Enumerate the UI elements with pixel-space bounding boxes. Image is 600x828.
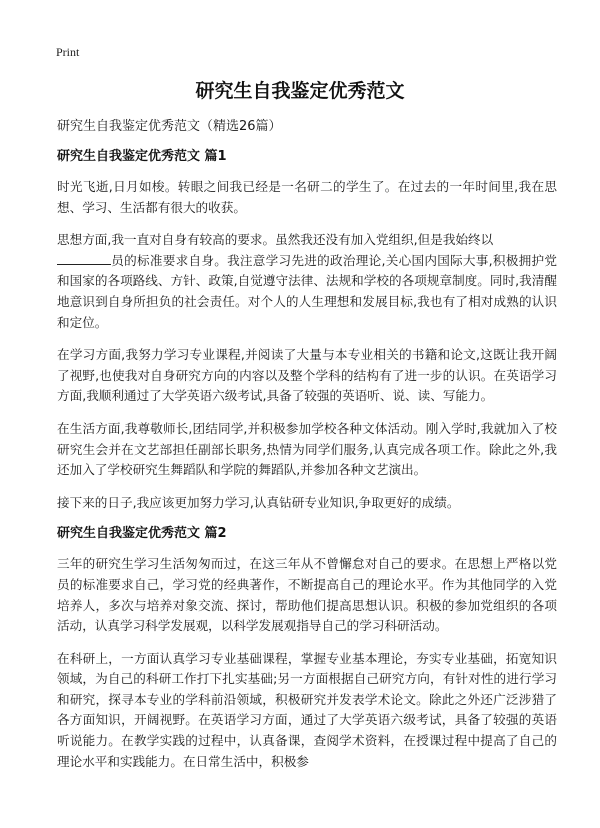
paragraph: 在学习方面,我努力学习专业课程,并阅读了大量与本专业相关的书籍和论文,这既让我开阔了视野,也使我对自身研究方向的内容以及整个学科的结构有了进一步的认识。在英语学习方面,我顺利通过了大学英语六级考试,具备了较强的英语听、说、读、写能力。: [57, 347, 557, 404]
print-link[interactable]: Print: [56, 45, 80, 59]
paragraph: 时光飞逝,日月如梭。转眼之间我已经是一名研二的学生了。在过去的一年时间里,我在思想、学习、生活都有很大的收获。: [57, 179, 557, 215]
document-title: 研究生自我鉴定优秀范文: [195, 80, 405, 102]
section-2: [57, 525, 557, 772]
section-heading: 研究生自我鉴定优秀范文 篇1: [57, 149, 227, 164]
document-body: [57, 118, 557, 784]
paragraph: 接下来的日子,我应该更加努力学习,认真钻研专业知识,争取更好的成绩。: [57, 494, 460, 510]
paragraph: 三年的研究生学习生活匆匆而过，在这三年从不曾懈怠对自己的要求。在思想上严格以党员的标准要求自己，学习党的经典著作，不断提高自己的理论水平。作为其他同学的入党培养人，多次与培养对象交流、探讨，帮助他们提高思想认识。积极的参加党组织的各项活动，认真学习科学发展观，以科学发展观指导自己的学习科研活动。: [57, 556, 557, 634]
paragraph-text: 员的标准要求自身。我注意学习先进的政治理论,关心国内国际大事,积极拥护党和国家的各项路线、方针、政策,自觉遵守法律、法规和学校的各项规章制度。同时,我清醒地意识到自身所担负的社会责任。对个人的人生理想和发展目标,我也有了相对成熟的认识和定位。: [57, 252, 557, 330]
paragraph: 在科研上，一方面认真学习专业基础课程，掌握专业基本理论，夯实专业基础，拓宽知识领域，为自己的科研工作打下扎实基础;另一方面根据自己研究方向，有针对性的进行学习和研究，探寻本专业的学科前沿领域，积极研究并发表学术论文。除此之外还广泛涉猎了各方面知识，开阔视野。在英语学习方面，通过了大学英语六级考试，具备了较强的英语听说能力。在教学实践的过程中，认真备课，查阅学术资料，在授课过程中提高了自己的理论水平和实践能力。在日常生活中，积极参: [57, 650, 557, 769]
paragraph: 在生活方面,我尊敬师长,团结同学,并积极参加学校各种文体活动。刚入学时,我就加入了校研究生会并在文艺部担任副部长职务,热情为同学们服务,认真完成各项工作。除此之外,我还加入了学校研究生舞蹈队和学院的舞蹈队,并参加各种文艺演出。: [57, 420, 557, 478]
section-heading: 研究生自我鉴定优秀范文 篇2: [57, 526, 227, 542]
fill-blank: [57, 251, 111, 265]
paragraph-text: 思想方面,我一直对自身有较高的要求。虽然我还没有加入党组织,但是我始终以: [57, 232, 494, 248]
paragraph: [57, 230, 557, 333]
document-subtitle: 研究生自我鉴定优秀范文（精选26篇）: [57, 119, 282, 134]
section-1: [57, 148, 557, 513]
